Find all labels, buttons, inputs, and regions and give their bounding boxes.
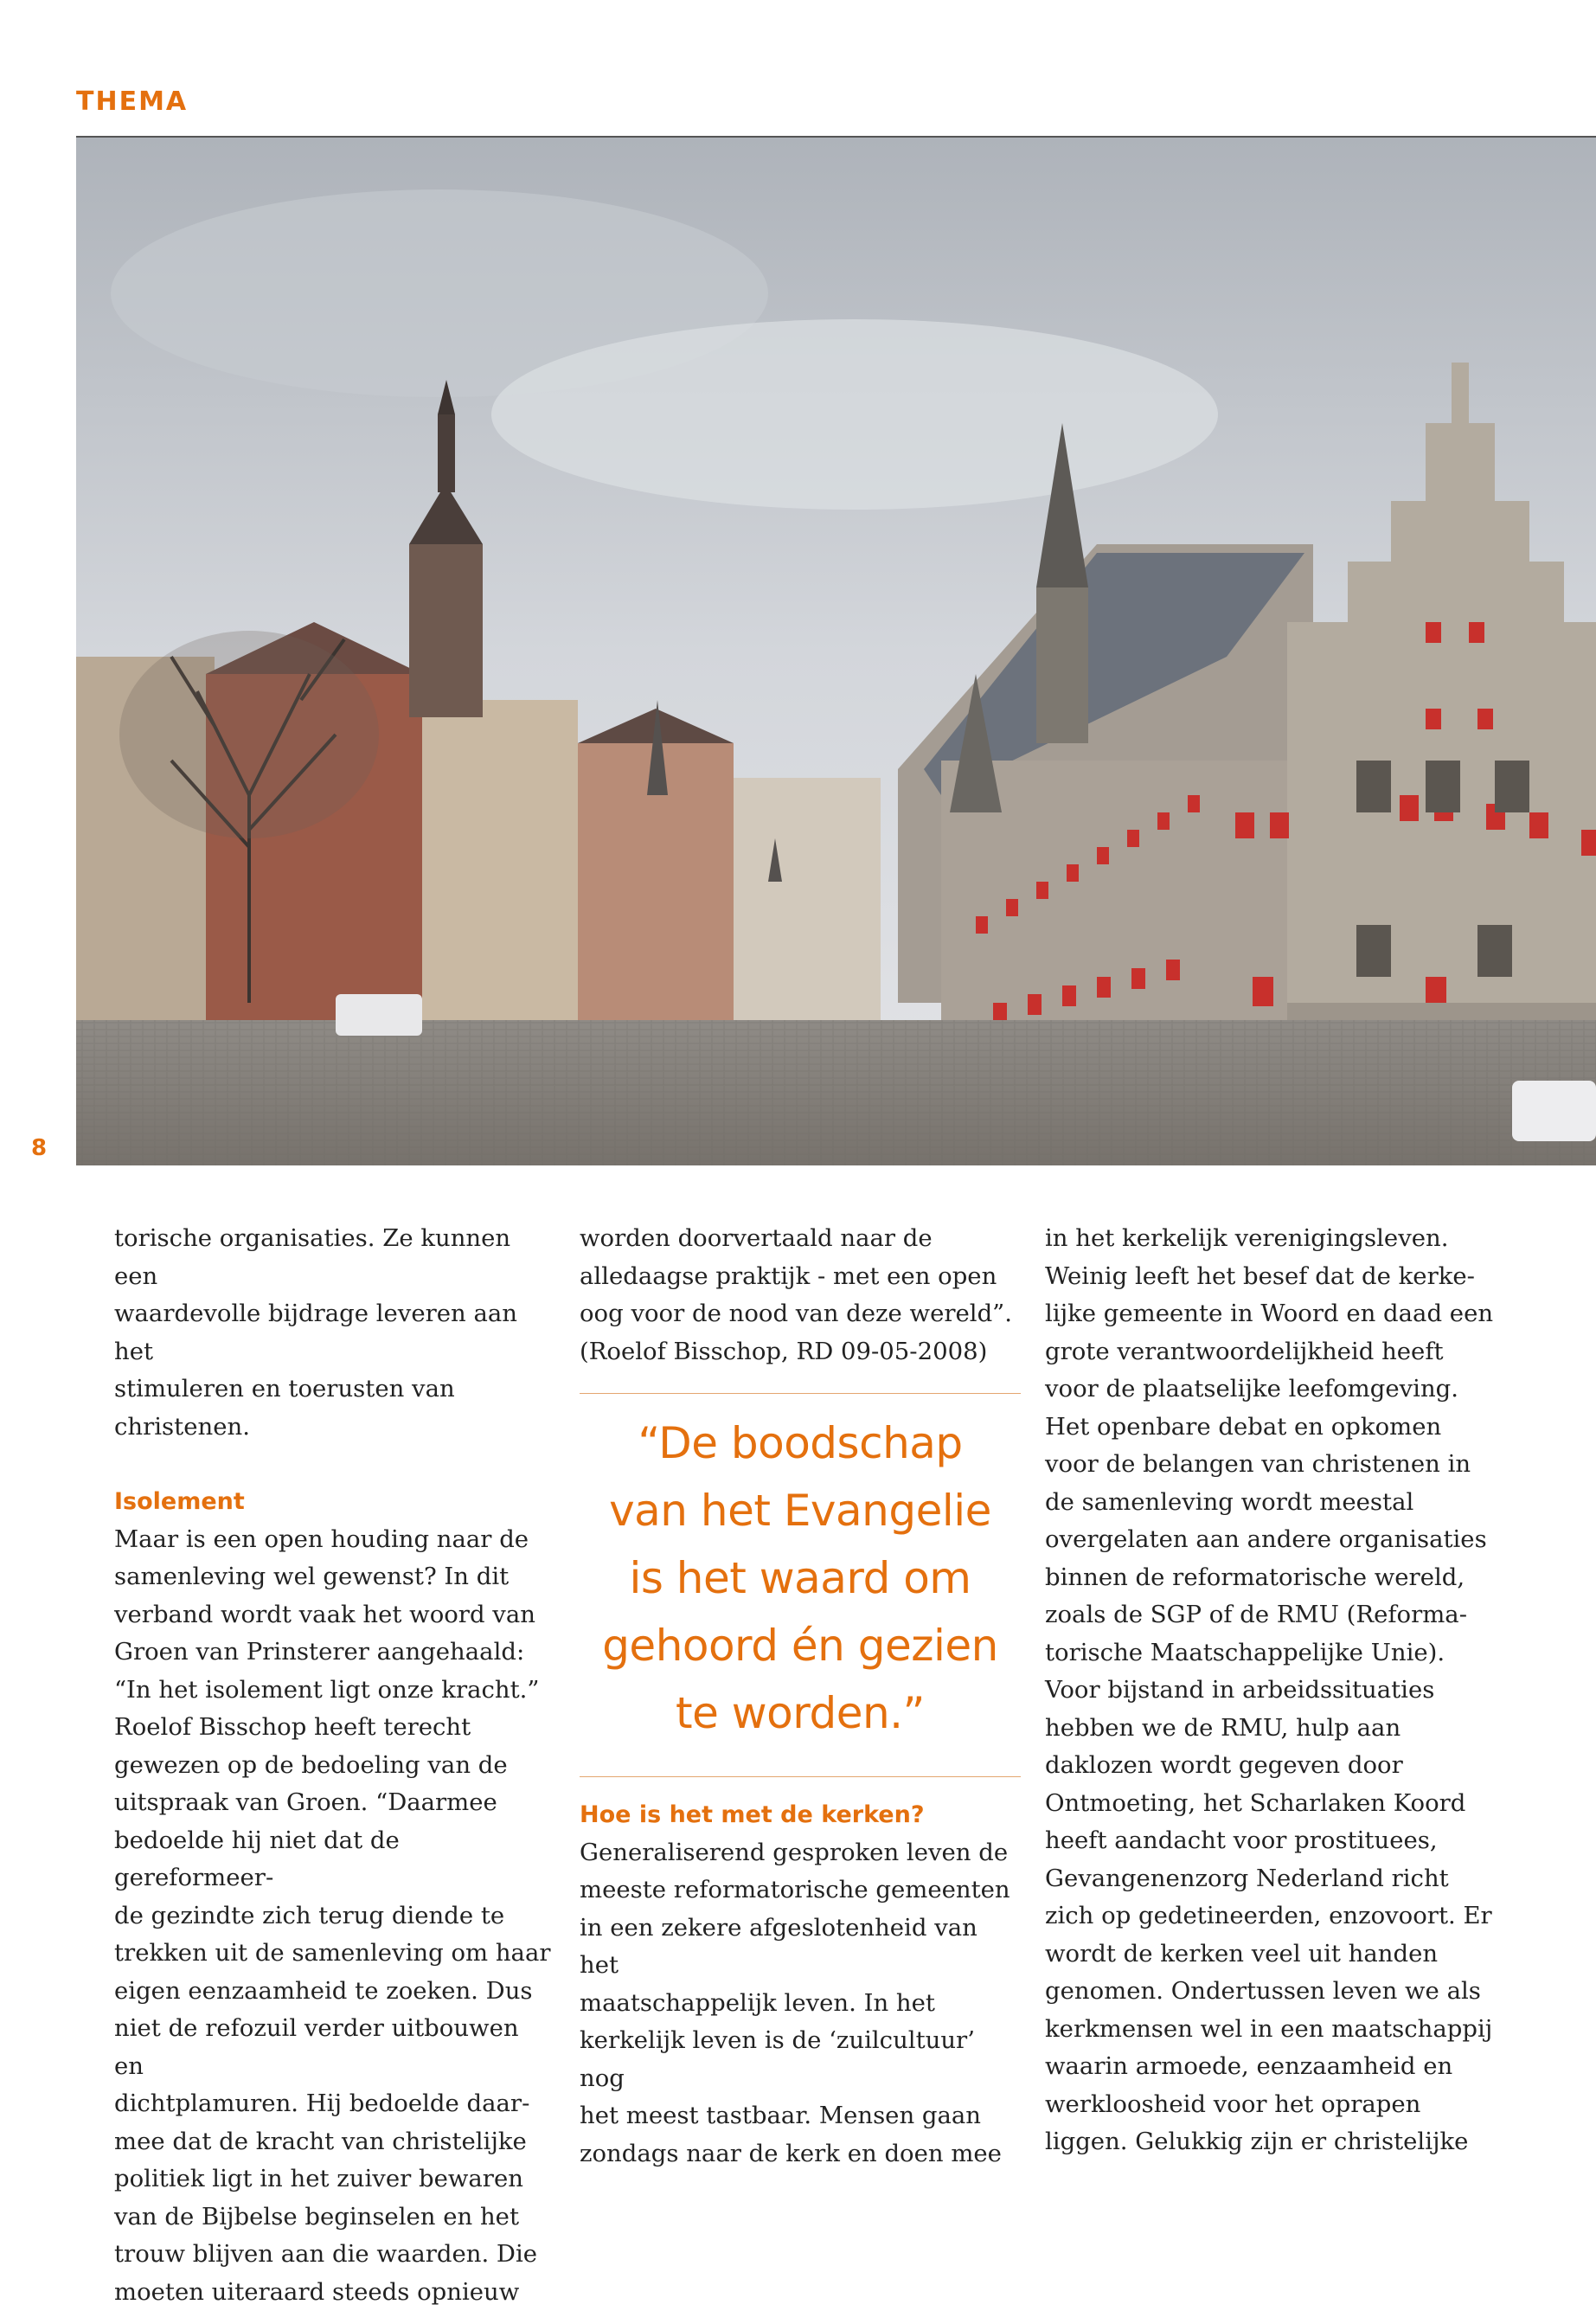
- text-line: stimuleren en toerusten van: [114, 1371, 555, 1409]
- text-line: trekken uit de samenleving om haar: [114, 1935, 555, 1973]
- text-line: overgelaten aan andere organisaties: [1045, 1521, 1495, 1559]
- text-line: Het openbare debat en opkomen: [1045, 1409, 1495, 1447]
- text-line: torische Maatschappelijke Unie).: [1045, 1634, 1495, 1672]
- subheading-kerken: Hoe is het met de kerken?: [580, 1796, 1021, 1834]
- text-line: Weinig leeft het besef dat de kerke-: [1045, 1258, 1495, 1296]
- text-line: verband wordt vaak het woord van: [114, 1596, 555, 1634]
- text-line: het meest tastbaar. Mensen gaan: [580, 2097, 1021, 2135]
- text-line: kerkelijk leven is de ‘zuilcultuur’ nog: [580, 2022, 1021, 2097]
- text-line: oog voor de nood van deze wereld”.: [580, 1295, 1021, 1333]
- text-line: wordt de kerken veel uit handen: [1045, 1935, 1495, 1974]
- pull-quote-line: is het waard om: [580, 1544, 1021, 1612]
- text-line: van de Bijbelse beginselen en het: [114, 2199, 555, 2237]
- pull-quote-line: te worden.”: [580, 1679, 1021, 1747]
- text-line: Groen van Prinsterer aangehaald:: [114, 1634, 555, 1672]
- text-line: Roelof Bisschop heeft terecht: [114, 1709, 555, 1747]
- pull-quote-line: “De boodschap: [580, 1409, 1021, 1477]
- text-line: binnen de reformatorische wereld,: [1045, 1559, 1495, 1597]
- page-number: 8: [31, 1135, 47, 1161]
- pull-quote-line: van het Evangelie: [580, 1477, 1021, 1544]
- text-line: worden doorvertaald naar de: [580, 1220, 1021, 1258]
- text-line: christenen.: [114, 1409, 555, 1447]
- text-line: zoals de SGP of de RMU (Reforma-: [1045, 1596, 1495, 1634]
- text-line: hebben we de RMU, hulp aan: [1045, 1710, 1495, 1748]
- text-line: Voor bijstand in arbeidssituaties: [1045, 1672, 1495, 1710]
- text-line: dichtplamuren. Hij bedoelde daar-: [114, 2085, 555, 2123]
- pull-quote: [580, 1393, 1021, 1777]
- text-line: voor de plaatselijke leefomgeving.: [1045, 1371, 1495, 1409]
- text-line: Generaliserend gesproken leven de: [580, 1834, 1021, 1872]
- text-line: kerkmensen wel in een maatschappij: [1045, 2011, 1495, 2049]
- text-line: voor de belangen van christenen in: [1045, 1446, 1495, 1484]
- text-line: genomen. Ondertussen leven we als: [1045, 1973, 1495, 2011]
- text-line: meeste reformatorische gemeenten: [580, 1871, 1021, 1910]
- text-line: (Roelof Bisschop, RD 09-05-2008): [580, 1333, 1021, 1371]
- article-column-1: [114, 1220, 555, 2311]
- text-line: in een zekere afgeslotenheid van het: [580, 1910, 1021, 1985]
- text-line: eigen eenzaamheid te zoeken. Dus: [114, 1973, 555, 2011]
- text-line: lijke gemeente in Woord en daad een: [1045, 1295, 1495, 1333]
- text-line: niet de refozuil verder uitbouwen en: [114, 2010, 555, 2085]
- text-line: bedoelde hij niet dat de gereformeer-: [114, 1822, 555, 1897]
- pull-quote-line: gehoord én gezien: [580, 1612, 1021, 1679]
- text-line: alledaagse praktijk - met een open: [580, 1258, 1021, 1296]
- text-line: in het kerkelijk verenigingsleven.: [1045, 1220, 1495, 1258]
- text-line: liggen. Gelukkig zijn er christelijke: [1045, 2123, 1495, 2161]
- text-line: Maar is een open houding naar de: [114, 1521, 555, 1559]
- text-line: zich op gedetineerden, enzovoort. Er: [1045, 1897, 1495, 1935]
- subheading-isolement: Isolement: [114, 1483, 555, 1521]
- text-line: zondags naar de kerk en doen mee: [580, 2135, 1021, 2173]
- article-column-2: [580, 1220, 1021, 2173]
- text-line: samenleving wel gewenst? In dit: [114, 1558, 555, 1596]
- text-line: daklozen wordt gegeven door: [1045, 1747, 1495, 1785]
- text-line: grote verantwoordelijkheid heeft: [1045, 1333, 1495, 1371]
- town-hall-photo: [76, 136, 1596, 1165]
- text-line: moeten uiteraard steeds opnieuw: [114, 2274, 555, 2311]
- text-line: mee dat de kracht van christelijke: [114, 2123, 555, 2161]
- text-line: uitspraak van Groen. “Daarmee: [114, 1784, 555, 1822]
- text-line: de gezindte zich terug diende te: [114, 1897, 555, 1935]
- text-line: werkloosheid voor het oprapen: [1045, 2086, 1495, 2124]
- text-line: trouw blijven aan die waarden. Die: [114, 2236, 555, 2274]
- section-label: THEMA: [76, 87, 188, 117]
- text-line: “In het isolement ligt onze kracht.”: [114, 1672, 555, 1710]
- text-line: Ontmoeting, het Scharlaken Koord: [1045, 1785, 1495, 1823]
- text-line: Gevangenenzorg Nederland richt: [1045, 1860, 1495, 1898]
- article-column-3: [1045, 1220, 1495, 2161]
- text-line: de samenleving wordt meestal: [1045, 1484, 1495, 1522]
- text-line: maatschappelijk leven. In het: [580, 1985, 1021, 2023]
- text-line: waardevolle bijdrage leveren aan het: [114, 1295, 555, 1371]
- text-line: heeft aandacht voor prostituees,: [1045, 1822, 1495, 1860]
- text-line: politiek ligt in het zuiver bewaren: [114, 2160, 555, 2199]
- text-line: gewezen op de bedoeling van de: [114, 1747, 555, 1785]
- text-line: torische organisaties. Ze kunnen een: [114, 1220, 555, 1295]
- text-line: waarin armoede, eenzaamheid en: [1045, 2048, 1495, 2086]
